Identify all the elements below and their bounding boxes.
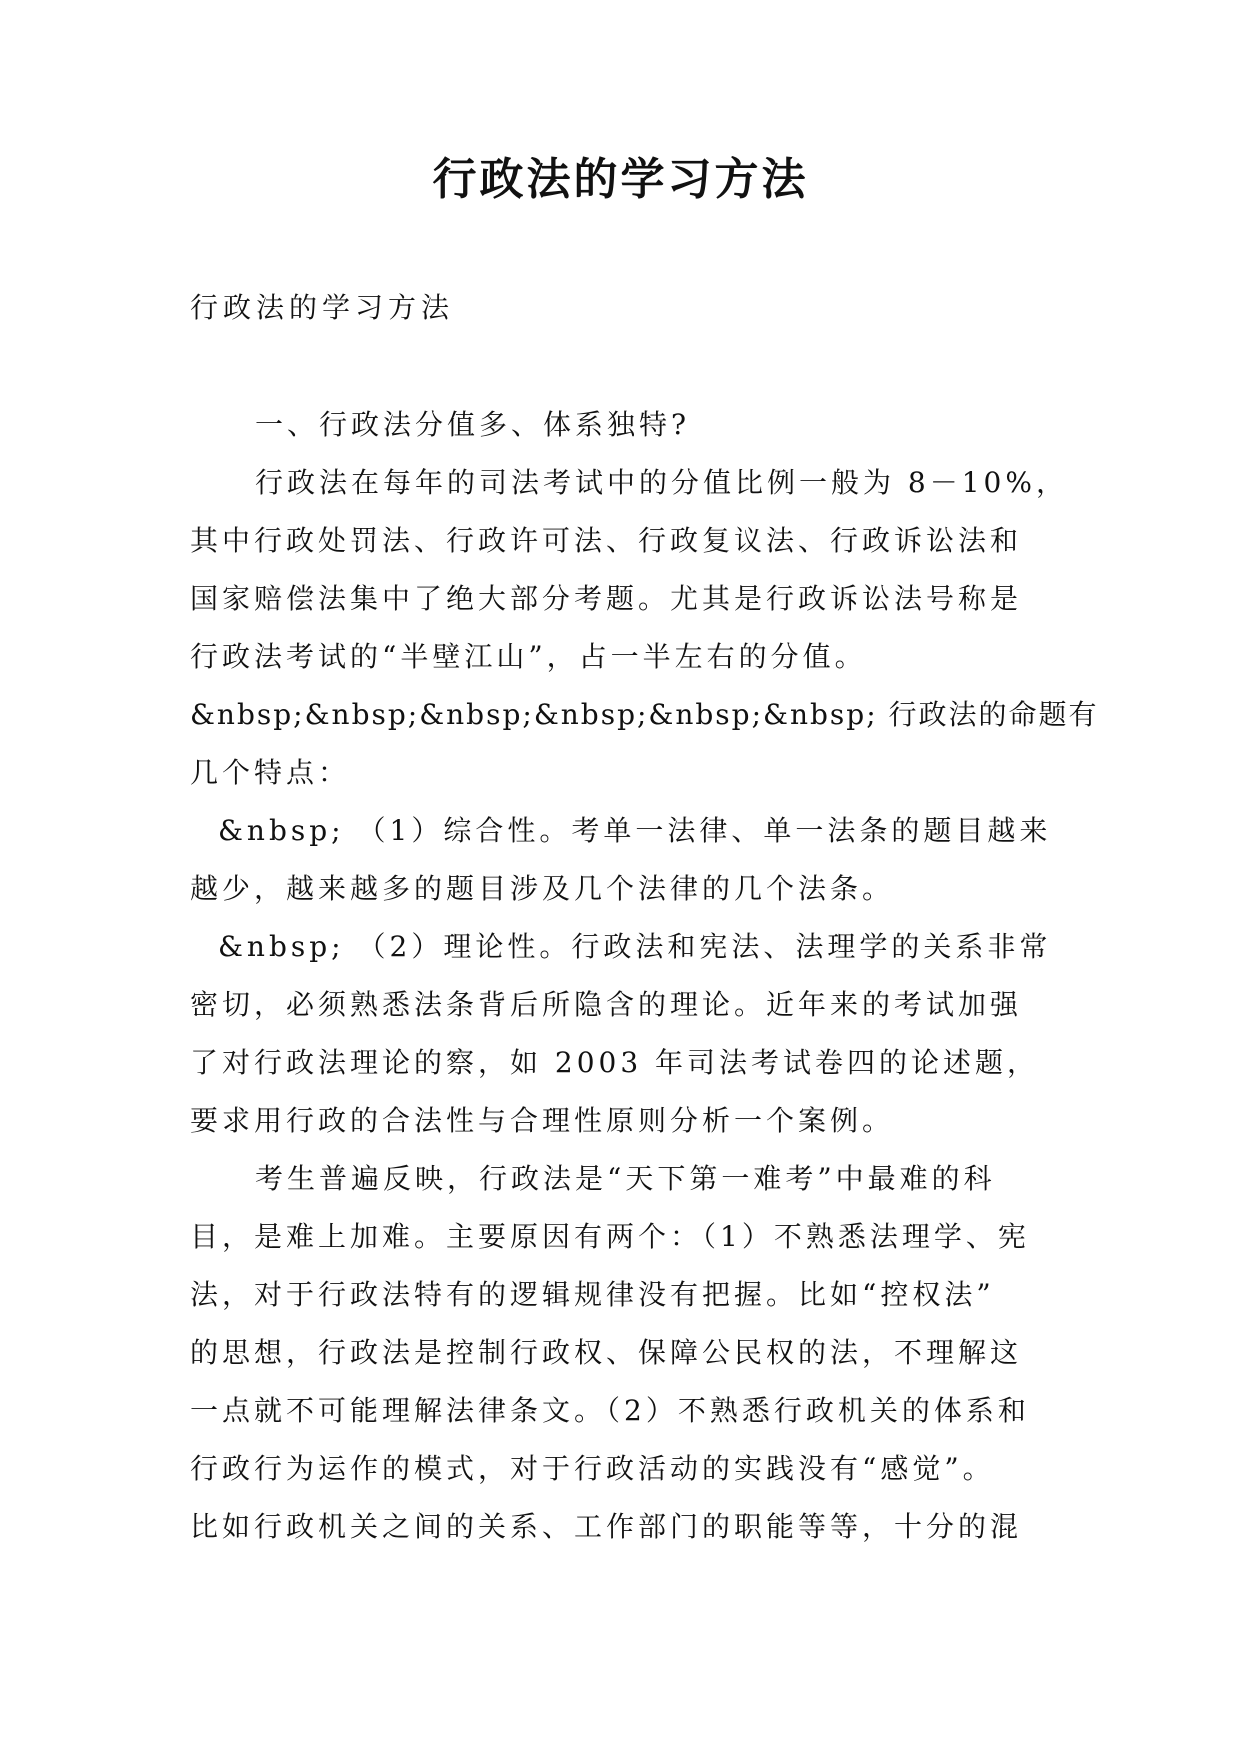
paragraph-line: &nbsp; （2）理论性。行政法和宪法、法理学的关系非常 [218,930,1052,963]
paragraph-line: 行政法考试的“半壁江山”，占一半左右的分值。 [190,640,867,673]
paragraph-line: 一点就不可能理解法律条文。（2）不熟悉行政机关的体系和 [190,1394,1030,1427]
paragraph-line: &nbsp; （1）综合性。考单一法律、单一法条的题目越来 [218,814,1052,847]
paragraph-line: 行政法在每年的司法考试中的分值比例一般为 8－10%， [255,466,1068,499]
paragraph-line: 法，对于行政法特有的逻辑规律没有把握。比如“控权法” [190,1278,995,1311]
paragraph-line: 越少，越来越多的题目涉及几个法律的几个法条。 [190,872,895,905]
paragraph-line: 几个特点： [190,756,351,789]
paragraph-line: 目，是难上加难。主要原因有两个：（1）不熟悉法理学、宪 [190,1220,1030,1253]
paragraph-line: 要求用行政的合法性与合理性原则分析一个案例。 [190,1104,895,1137]
paragraph-line: 考生普遍反映，行政法是“天下第一难考”中最难的科 [255,1162,996,1195]
section-heading: 一、行政法分值多、体系独特? [255,408,691,441]
paragraph-line: 国家赔偿法集中了绝大部分考题。尤其是行政诉讼法号称是 [190,582,1023,615]
paragraph-line: &nbsp;&nbsp;&nbsp;&nbsp;&nbsp;&nbsp; 行政法的命题有 [190,698,1099,731]
paragraph-line: 比如行政机关之间的关系、工作部门的职能等等，十分的混 [190,1510,1023,1543]
paragraph-line: 的思想，行政法是控制行政权、保障公民权的法，不理解这 [190,1336,1023,1369]
paragraph-line: 了对行政法理论的察，如 2003 年司法考试卷四的论述题， [190,1046,1040,1079]
paragraph-line: 其中行政处罚法、行政许可法、行政复议法、行政诉讼法和 [190,524,1023,557]
document-subtitle: 行政法的学习方法 [190,291,455,324]
document-title: 行政法的学习方法 [432,154,809,205]
paragraph-line: 密切，必须熟悉法条背后所隐含的理论。近年来的考试加强 [190,988,1023,1021]
paragraph-line: 行政行为运作的模式，对于行政活动的实践没有“感觉”。 [190,1452,995,1485]
